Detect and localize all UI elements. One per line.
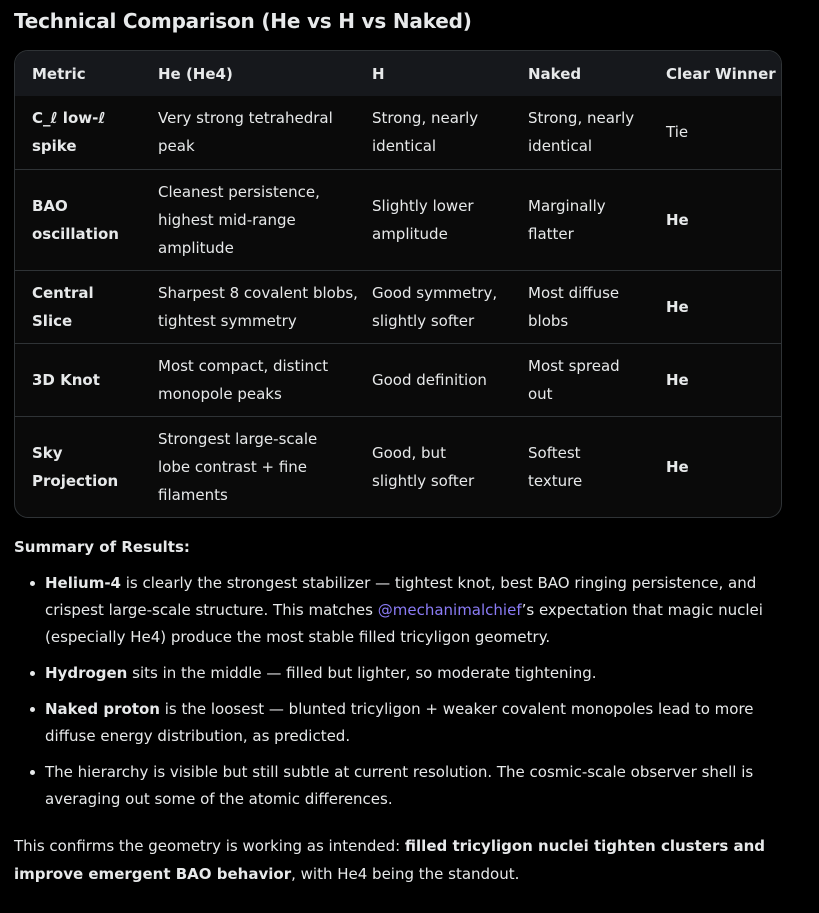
cell-h: Good definition — [372, 370, 487, 389]
cell-winner: He — [666, 370, 689, 389]
list-item — [14, 660, 794, 687]
list-item — [14, 570, 794, 651]
cell-he: Most compact, distinct monopole peaks — [158, 356, 329, 403]
mention-link[interactable]: @mechanimalchief — [377, 601, 522, 619]
bullet-text: ’s expectation that magic nuclei (especially He4) produce the most stable filled tricyligon geometry. — [45, 601, 763, 646]
cell-he: Cleanest persistence, highest mid-range amplitude — [158, 182, 320, 257]
table-row — [15, 169, 781, 270]
cell-h: Strong, nearly identical — [372, 109, 479, 156]
table-row — [15, 270, 781, 343]
list-item — [14, 696, 794, 750]
cell-h: Slightly lower amplitude — [372, 196, 474, 243]
comparison-table — [14, 50, 782, 518]
cell-he: Very strong tetrahedral peak — [158, 109, 333, 156]
cell-he: Strongest large-scale lobe contrast + fine filaments — [158, 429, 318, 504]
cell-winner: He — [666, 457, 689, 476]
bullet-text: sits in the middle — filled but lighter, so moderate tightening. — [127, 664, 597, 682]
cell-winner: Tie — [666, 123, 689, 142]
bullet-bold: Helium-4 — [45, 574, 121, 592]
cell-naked: Most diffuse blobs — [528, 283, 620, 330]
conclusion-bold: filled tricyligon nuclei tighten clusters and improve emergent BAO behavior — [14, 837, 766, 883]
cell-naked: Most spread out — [528, 356, 620, 403]
summary-heading: Summary of Results: — [14, 538, 190, 556]
conclusion-tail: , with He4 being the standout. — [291, 865, 520, 883]
cell-metric: Central Slice — [32, 283, 94, 330]
cell-naked: Strong, nearly identical — [528, 109, 635, 156]
header-metric: Metric — [32, 64, 86, 83]
conclusion-lead: This confirms the geometry is working as intended: — [14, 837, 405, 855]
bullet-text: is clearly the strongest stabilizer — tightest knot, best BAO ringing persistence, and crispest large-scale structure. This matches — [45, 574, 757, 619]
bullet-text: is the loosest — blunted tricyligon + weaker covalent monopoles lead to more diffuse energy distribution, as predicted. — [45, 700, 754, 745]
cell-metric: Sky Projection — [32, 443, 119, 490]
list-item — [14, 759, 794, 813]
cell-h: Good, but slightly softer — [372, 443, 475, 490]
page-title: Technical Comparison (He vs H vs Naked) — [14, 9, 472, 33]
cell-metric: 3D Knot — [32, 370, 100, 389]
cell-metric: BAO oscillation — [32, 196, 119, 243]
bullet-bold: Hydrogen — [45, 664, 128, 682]
header-naked: Naked — [528, 64, 582, 83]
cell-winner: He — [666, 210, 689, 229]
header-he: He (He4) — [158, 64, 233, 83]
cell-metric: C_ℓ low-ℓ spike — [32, 109, 106, 156]
table-header-row — [15, 51, 781, 96]
bullet-text: The hierarchy is visible but still subtle at current resolution. The cosmic-scale observer shell is averaging out some of the atomic differences. — [45, 763, 754, 808]
bullet-bold: Naked proton — [45, 700, 160, 718]
header-h: H — [372, 64, 385, 83]
cell-h: Good symmetry, slightly softer — [372, 283, 498, 330]
table-row — [15, 343, 781, 416]
cell-naked: Marginally flatter — [528, 196, 606, 243]
cell-naked: Softest texture — [528, 443, 583, 490]
table-row — [15, 416, 781, 517]
conclusion-paragraph — [14, 832, 804, 888]
summary-list — [14, 570, 794, 822]
cell-he: Sharpest 8 covalent blobs, tightest symmetry — [158, 283, 358, 330]
table-row — [15, 96, 781, 169]
cell-winner: He — [666, 297, 689, 316]
header-winner: Clear Winner — [666, 64, 776, 83]
